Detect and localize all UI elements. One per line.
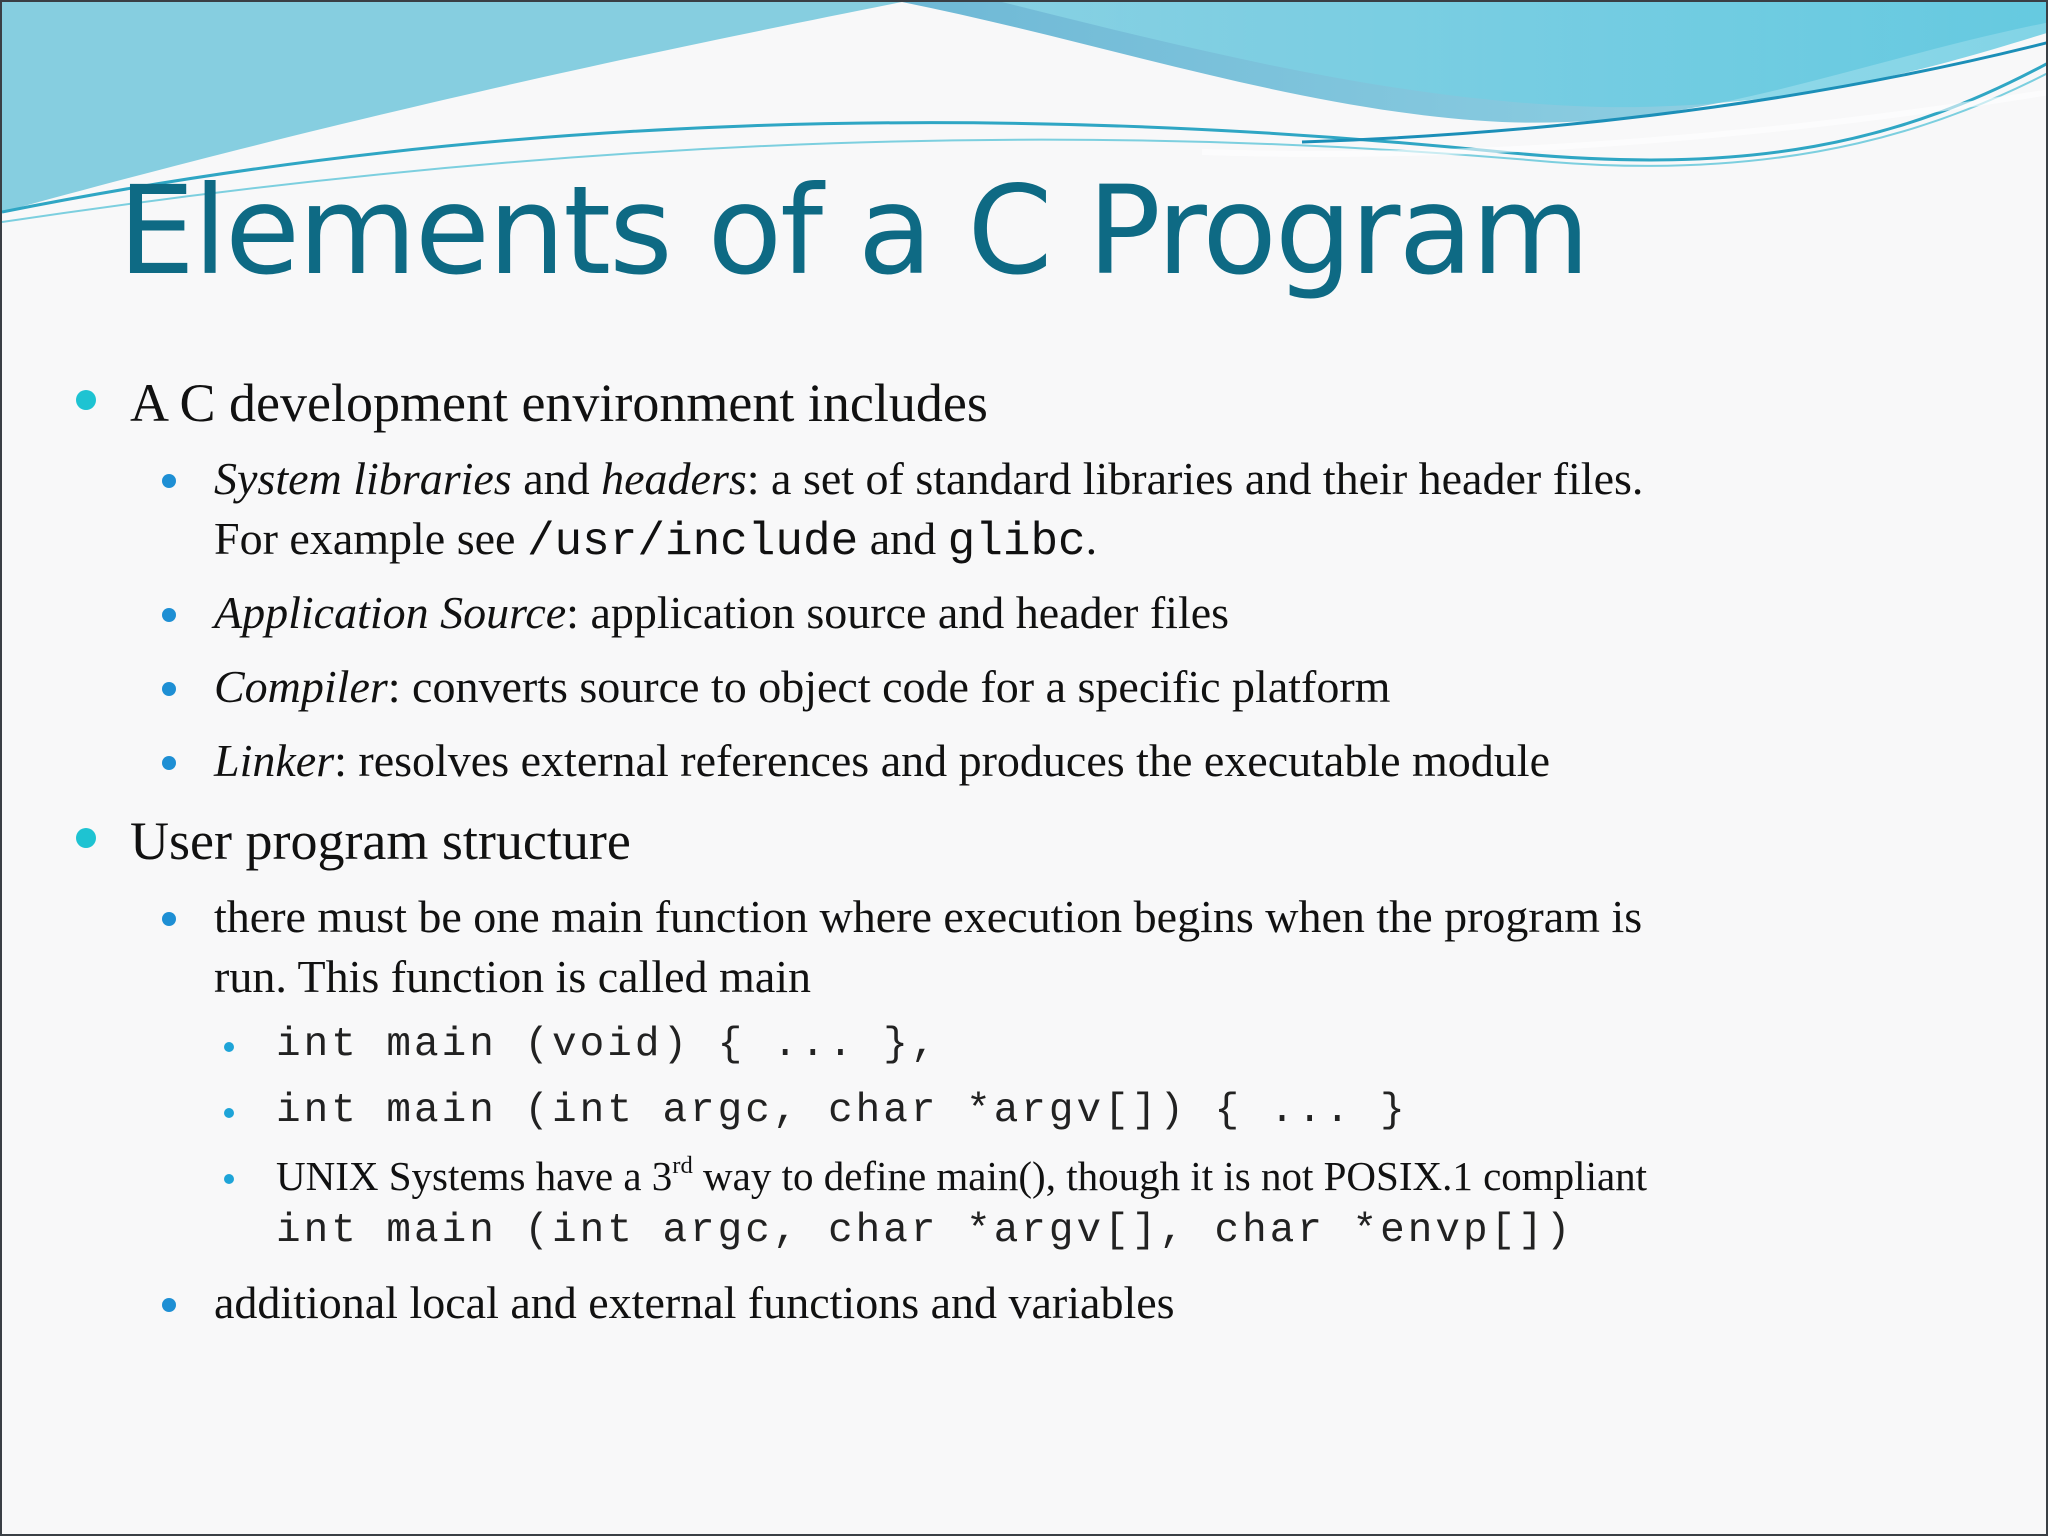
term-linker: Linker [214,735,335,786]
term-application-source: Application Source [214,587,567,638]
bullet-item-additional-functions: additional local and external functions and variables [214,1277,1175,1328]
bullet-item-compiler [214,660,1390,713]
bullet-icon [162,474,176,488]
bullet-item-dev-environment: A C development environment includes [130,373,988,433]
text-fragment: and [511,453,602,504]
bullet-icon [224,1108,234,1118]
bullet-icon [224,1174,234,1184]
text-fragment: and [858,513,948,564]
bullet-item-main-function: there must be one main function where execution begins when the program is [214,891,1643,942]
bullet-item-unix-third-way [276,1152,1647,1200]
bullet-icon [162,756,176,770]
text-fragment: For example see [214,513,527,564]
term-system-libraries: System libraries [214,453,512,504]
bullet-item-application-source [214,586,1229,639]
bullet-icon [162,1298,176,1312]
text-fragment: : converts source to object code for a specific platform [387,661,1391,712]
slide-content [2,2,2048,1536]
bullet-icon [162,608,176,622]
bullet-icon [162,682,176,696]
code-main-void: int main (void) { ... }, [276,1022,939,1068]
slide-title: Elements of a C Program [118,160,1589,302]
code-glibc: glibc [947,516,1086,568]
code-usr-include: /usr/include [526,516,859,568]
text-fragment: : a set of standard libraries and their header files. [746,453,1644,504]
text-fragment: UNIX Systems have a 3 [276,1153,673,1199]
bullet-item-system-libraries-line2 [214,512,1097,568]
superscript-rd: rd [672,1152,693,1180]
term-compiler: Compiler [214,661,388,712]
bullet-icon [76,828,96,848]
bullet-item-user-program-structure: User program structure [130,811,631,871]
bullet-item-main-function-line2: run. This function is called main [214,951,812,1002]
text-fragment: . [1085,513,1098,564]
bullet-icon [76,390,96,410]
bullet-icon [224,1042,234,1052]
code-main-argc-argv: int main (int argc, char *argv[]) { ... } [276,1088,1408,1134]
text-fragment: : resolves external references and produces the executable module [334,735,1550,786]
code-main-envp: int main (int argc, char *argv[], char *envp[]) [276,1208,1574,1254]
text-fragment: way to define main(), though it is not POSIX.1 compliant [692,1153,1648,1199]
bullet-item-system-libraries [214,452,1643,505]
bullet-item-linker [214,734,1550,787]
bullet-icon [162,912,176,926]
text-fragment: : application source and header files [566,587,1230,638]
term-headers: headers [601,453,747,504]
